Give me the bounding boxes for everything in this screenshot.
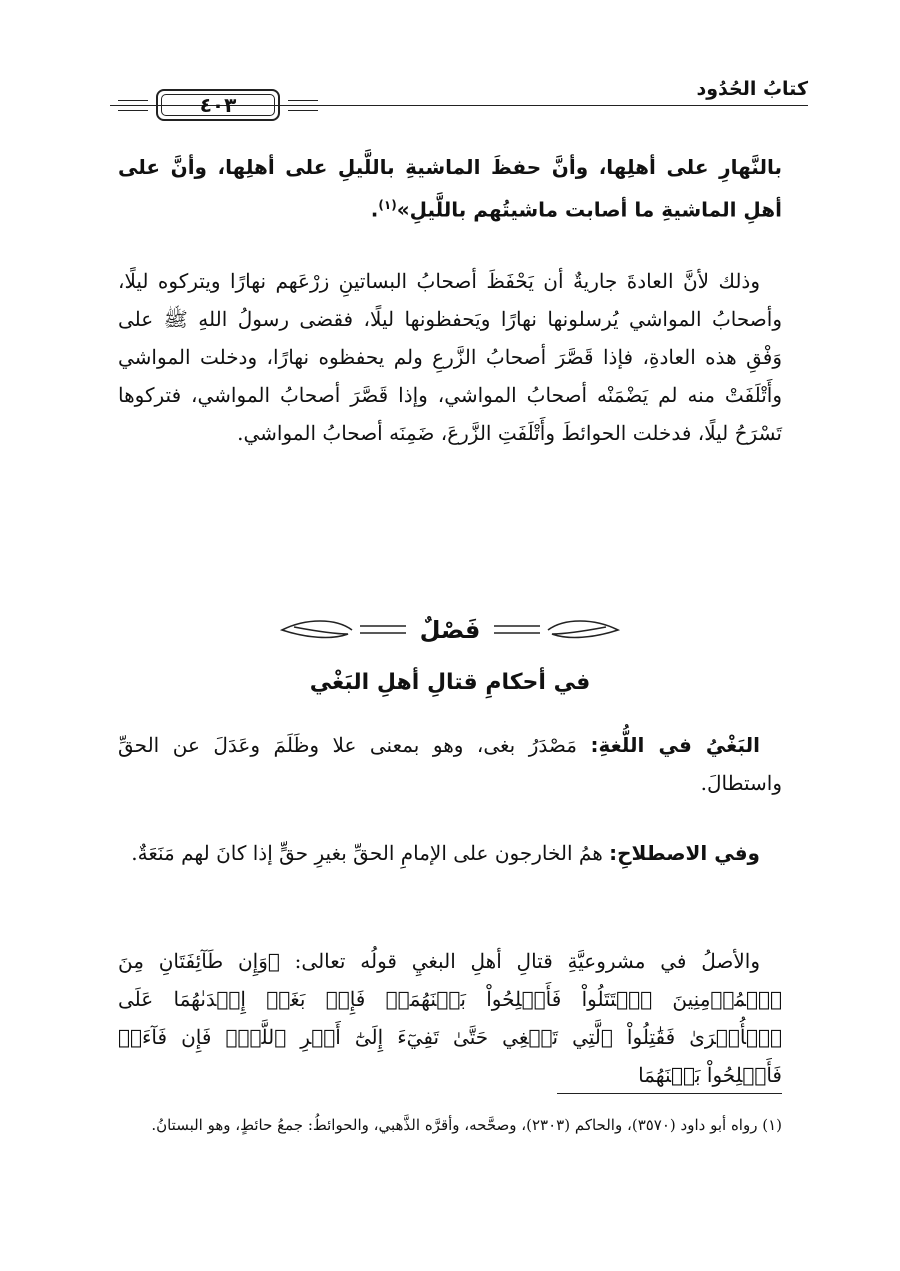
- ornament-right-icon: [494, 618, 622, 642]
- footnote: (١) رواه أبو داود (٣٥٧٠)، والحاكم (٢٣٠٣)، وصحَّحه، وأقرَّه الذَّهبي، والحوائطُ: جمعُ حائطٍ، وهو البستانُ.: [151, 1116, 782, 1134]
- definition-text: همُ الخارجون على الإمامِ الحقِّ بغيرِ حقٍّ إذا كانَ لهم مَنَعَةٌ.: [131, 841, 610, 865]
- hadith-continuation: [118, 148, 782, 229]
- ornament-left-icon: [278, 618, 406, 642]
- definition-term: البَغْيُ في اللُّغةِ:: [590, 733, 760, 757]
- definition-istilah: [118, 834, 782, 872]
- quran-verse: ﴿وَإِن طَآئِفَتَانِ مِنَ ٱلۡمُؤۡمِنِينَ ٱقۡتَتَلُواْ فَأَصۡلِحُواْ بَيۡنَهُمَاۖ فَإِنۢ بَغَتۡ إِحۡدَىٰهُمَا عَلَى ٱلۡأُخۡرَىٰ فَقَٰتِلُواْ ٱلَّتِي تَبۡغِي حَتَّىٰ تَفِيٓءَ إِلَىٰٓ أَمۡرِ ٱللَّهِۚ فَإِن فَآءَتۡ فَأَصۡلِحُواْ بَيۡنَهُمَا: [118, 949, 782, 1087]
- explanation-paragraph: وذلك لأنَّ العادةَ جاريةٌ أن يَحْفَظَ أصحابُ البساتينِ زرْعَهم نهارًا ويتركوه ليلًا، وأصحابُ المواشي يُرسلونها نهارًا ويَحفظونها ليلًا، فقضى رسولُ اللهِ ﷺ على وَفْقِ هذه العادةِ، فإذا قَصَّرَ أصحابُ الزَّرعِ ولم يحفظوه نهارًا، ودخلت المواشي وأَتْلَفَتْ منه لم يَضْمَنْه أصحابُ المواشي، وإذا قَصَّرَ أصحابُ المواشي، فتركوها تَسْرَحُ ليلًا، فدخلت الحوائطَ وأَتْلَفَتِ الزَّرعَ، ضَمِنَه أصحابُ المواشي.: [118, 269, 782, 445]
- definition-lugha: [118, 726, 782, 802]
- page-number-rule-right: [288, 100, 318, 111]
- fasl-word: فَصْلٌ: [419, 616, 481, 644]
- page-number-frame: [118, 89, 318, 123]
- evidence-intro: والأصلُ في مشروعيَّةِ قتالِ أهلِ البغيِ قولُه تعالى:: [279, 949, 760, 973]
- running-header-title: كتابُ الحُدُود: [696, 78, 808, 100]
- page-number: ٤٠٣: [156, 89, 280, 121]
- footnote-divider: [557, 1093, 782, 1094]
- definition-text: مَصْدَرُ بغى، وهو بمعنى علا وظَلَمَ وعَدَلَ عن الحقِّ واستطالَ.: [118, 733, 782, 795]
- evidence-paragraph: [118, 942, 782, 1094]
- hadith-text: بالنَّهارِ على أهلِها، وأنَّ حفظَ الماشيةِ باللَّيلِ على أهلِها، وأنَّ على أهلِ الماشيةِ ما أصابت ماشيتُهم باللَّيلِ»: [118, 155, 782, 222]
- footnote-reference[interactable]: (١): [378, 198, 397, 212]
- page-number-rule-left: [118, 100, 148, 111]
- hadith-end: .: [370, 197, 379, 222]
- definition-term: وفي الاصطلاحِ:: [609, 841, 760, 865]
- section-heading: في أحكامِ قتالِ أهلِ البَغْي: [309, 670, 591, 695]
- fasl-ornament: [250, 610, 650, 650]
